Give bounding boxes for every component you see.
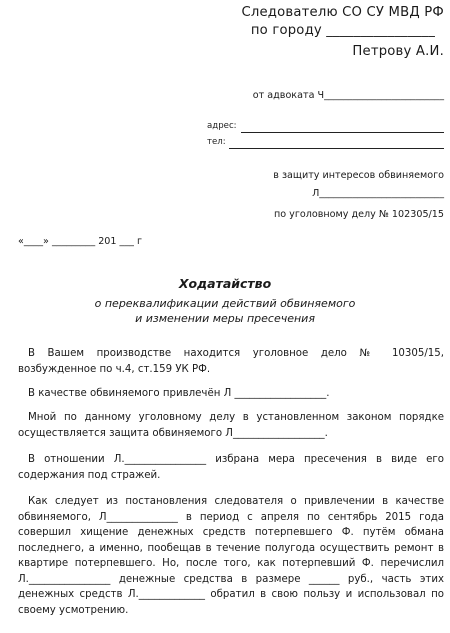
address-label: адрес: <box>207 121 237 131</box>
phone-field[interactable] <box>229 148 444 149</box>
document-subtitle-1: о переквалификации действий обвиняемого <box>94 297 356 310</box>
paragraph-4: В отношении Л.________________ избрана мера пресечения в виде его содержания под стражей. <box>18 454 444 481</box>
phone-label: тел: <box>207 137 226 147</box>
address-field[interactable] <box>241 132 444 133</box>
addressee-city: по городу ________________ <box>250 23 435 38</box>
paragraph-1: В Вашем производстве находится уголовное дело № 10305/15, возбужденное по ч.4, ст.159 УК РФ. <box>18 348 444 375</box>
defendant-name: Л__________________________ <box>312 188 444 199</box>
paragraph-3: Мной по данному уголовному делу в установленном законом порядке осуществляется защита обвиняемого Л__________________. <box>18 412 444 439</box>
addressee-title: Следователю СО СУ МВД РФ <box>241 5 444 20</box>
from-advocate: от адвоката Ч_________________________ <box>252 90 444 101</box>
defense-of: в защиту интересов обвиняемого <box>273 170 444 181</box>
case-number: по уголовному делу № 102305/15 <box>273 209 444 220</box>
document-subtitle-2: и изменении меры пресечения <box>135 312 315 325</box>
date-line: «____» _________ 201 ___ г <box>18 236 143 247</box>
paragraph-2: В качестве обвиняемого привлечён Л __________________. <box>28 388 330 399</box>
addressee-name: Петрову А.И. <box>352 44 444 59</box>
document-title: Ходатайство <box>178 276 272 291</box>
paragraph-5: Как следует из постановления следователя о привлечении в качестве обвиняемого, Л______________ в период с апреля по сентябрь 2015 года совершил хищение денежных средств потерпевшего Ф. путём обмана последнего, а именно, пообещав в течение полугода осуществить ремонт в квартире потерпевшего. Но, после того, как потерпевший Ф. перечислил Л.________________ денежные средства в размере ______ руб., часть этих денежных средств Л._____________ обратил в свою пользу и использовал по своему усмотрению. <box>18 496 444 616</box>
